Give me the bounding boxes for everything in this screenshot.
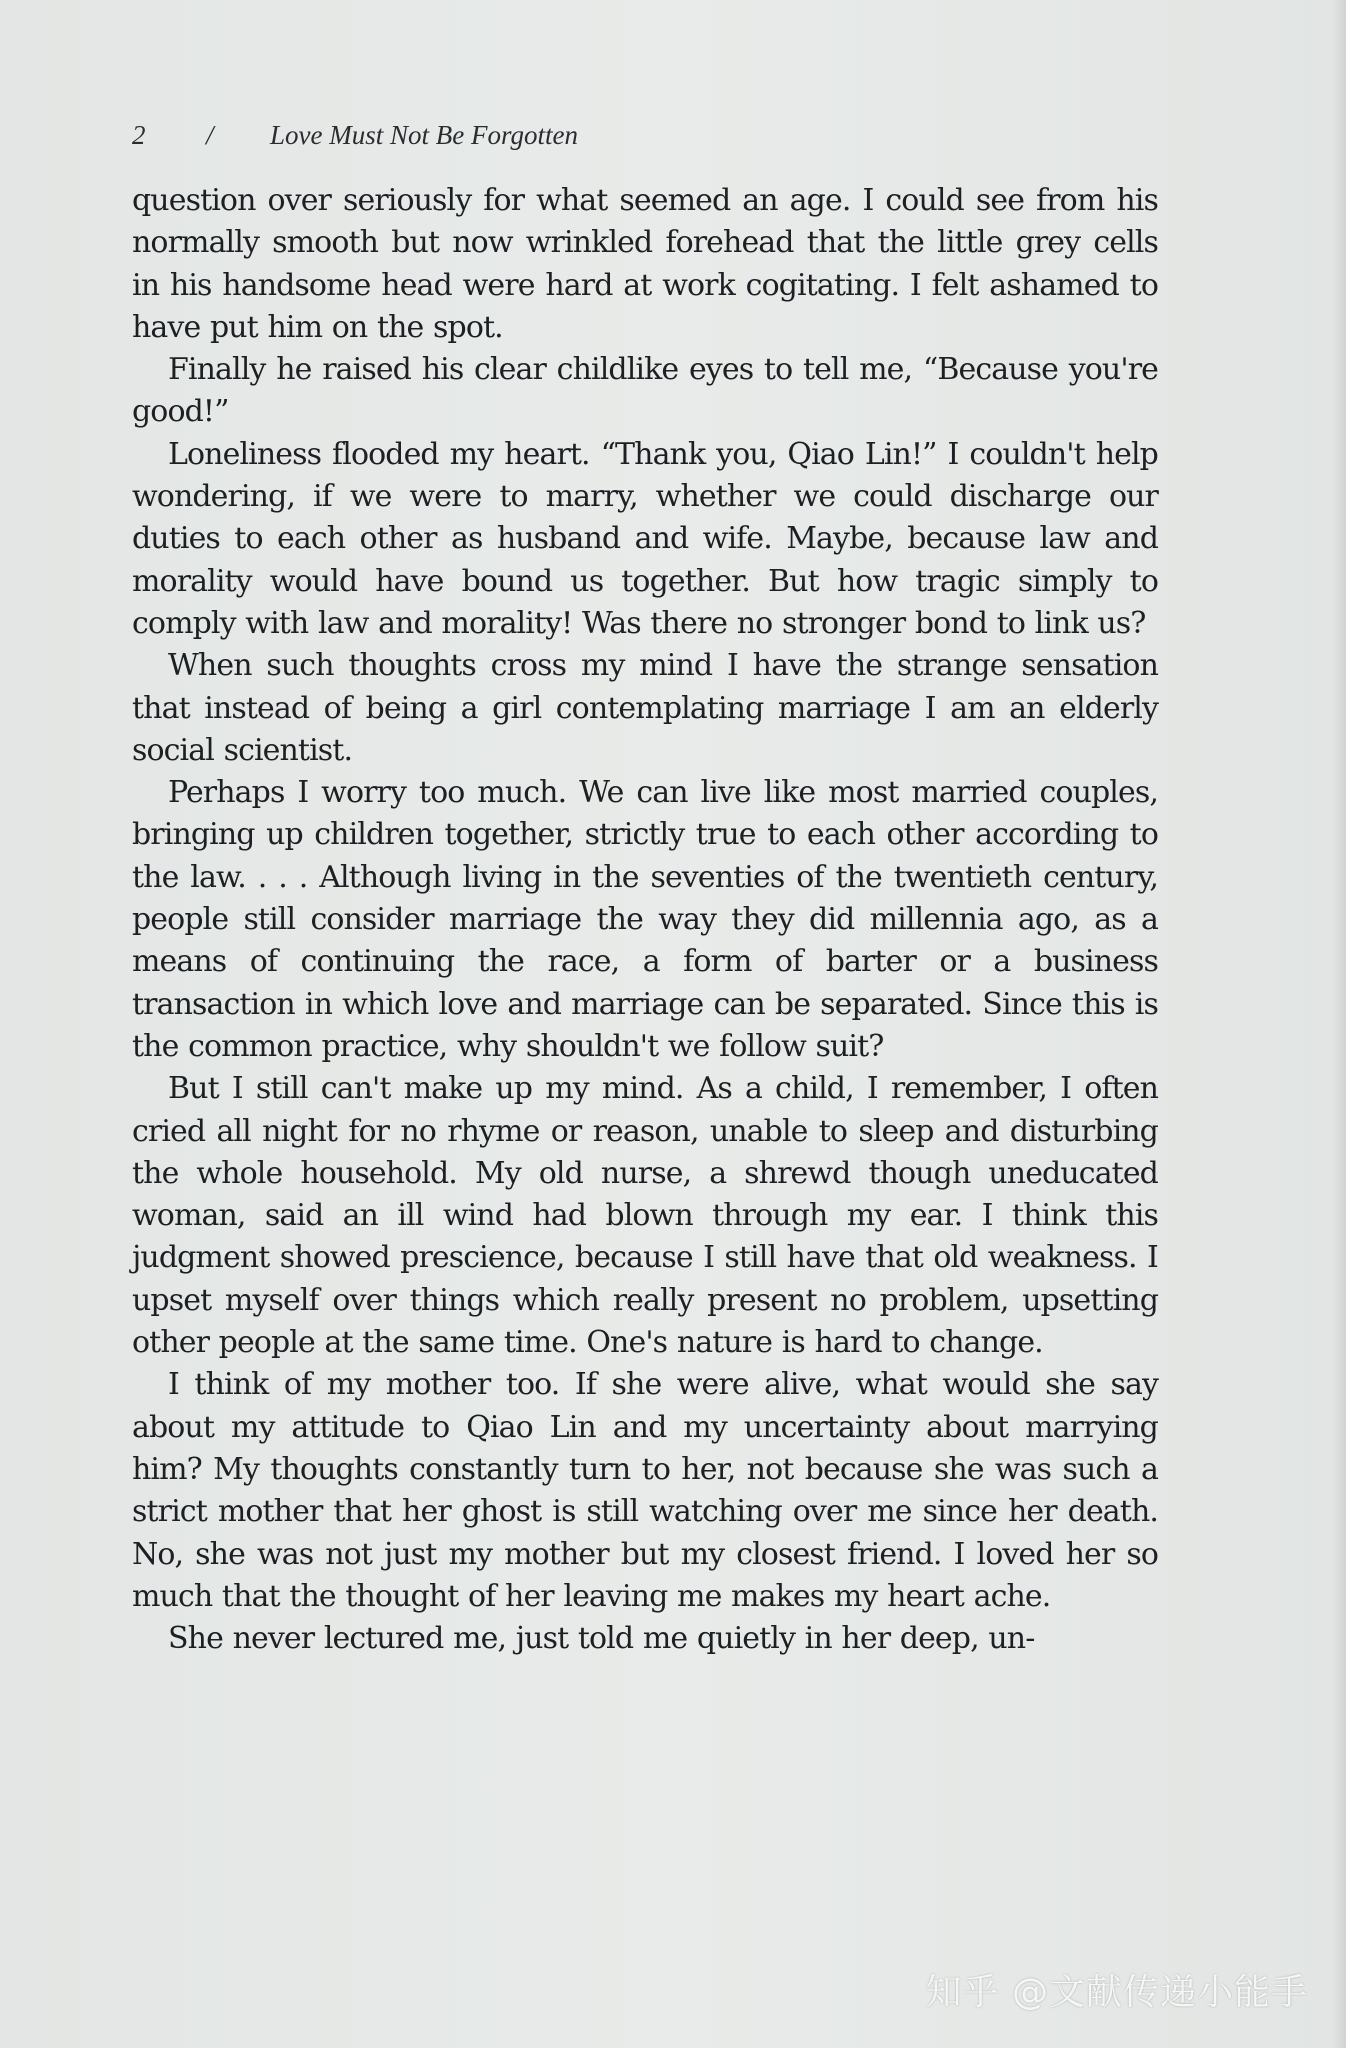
paragraph-last: She never lectured me, just told me quietly in her deep, un- <box>168 1621 1035 1657</box>
running-head <box>132 120 578 151</box>
page-number: 2 <box>132 120 146 150</box>
paragraph: Loneliness flooded my heart. “Thank you, Qiao Lin!” I couldn't help wondering, if we were to marry, whether we could discharge our duties to each other as husband and wife. Maybe, because law and morality would have bound us together. But how tragic simply to comply with law and morality! Was there no stronger bond to link us? <box>132 436 1158 641</box>
paragraph: But I still can't make up my mind. As a child, I remember, I often cried all night for no rhyme or reason, unable to sleep and disturbing the whole household. My old nurse, a shrewd though uneducated woman, said an ill wind had blown through my ear. I think this judgment showed prescience, because I still have that old weakness. I upset myself over things which really present no problem, upsetting other people at the same time. One's nature is hard to change. <box>132 1071 1158 1361</box>
body-text <box>132 180 1158 1660</box>
running-head-separator: / <box>206 120 214 150</box>
paragraph: When such thoughts cross my mind I have the strange sensation that instead of being a girl contemplating marriage I am an elderly social scientist. <box>132 648 1158 768</box>
book-title: Love Must Not Be Forgotten <box>270 120 578 150</box>
paragraph: Perhaps I worry too much. We can live like most married couples, bringing up children together, strictly true to each other according to the law. . . . Although living in the seventies of the twentieth century, people still consider marriage the way they did millennia ago, as a means of continuing the race, a form of barter or a business transaction in which love and marriage can be separated. Since this is the common practice, why shouldn't we follow suit? <box>132 775 1158 1064</box>
page-edge-shadow <box>1332 0 1346 2048</box>
paragraph: I think of my mother too. If she were alive, what would she say about my attitude to Qiao Lin and my uncertainty about marrying him? My thoughts constantly turn to her, not because she was such a strict mother that her ghost is still watching over me since her death. No, she was not just my mother but my closest friend. I loved her so much that the thought of her leaving me makes my heart ache. <box>132 1367 1158 1614</box>
paragraph: Finally he raised his clear childlike eyes to tell me, “Because you're good!” <box>132 352 1158 430</box>
paragraph-continued: question over seriously for what seemed an age. I could see from his normally smooth but now wrinkled forehead that the little grey cells in his handsome head were hard at work cogitating. I felt ashamed to have put him on the spot. <box>132 183 1158 345</box>
watermark: 知乎 @文献传递小能手 <box>925 1972 1308 2013</box>
